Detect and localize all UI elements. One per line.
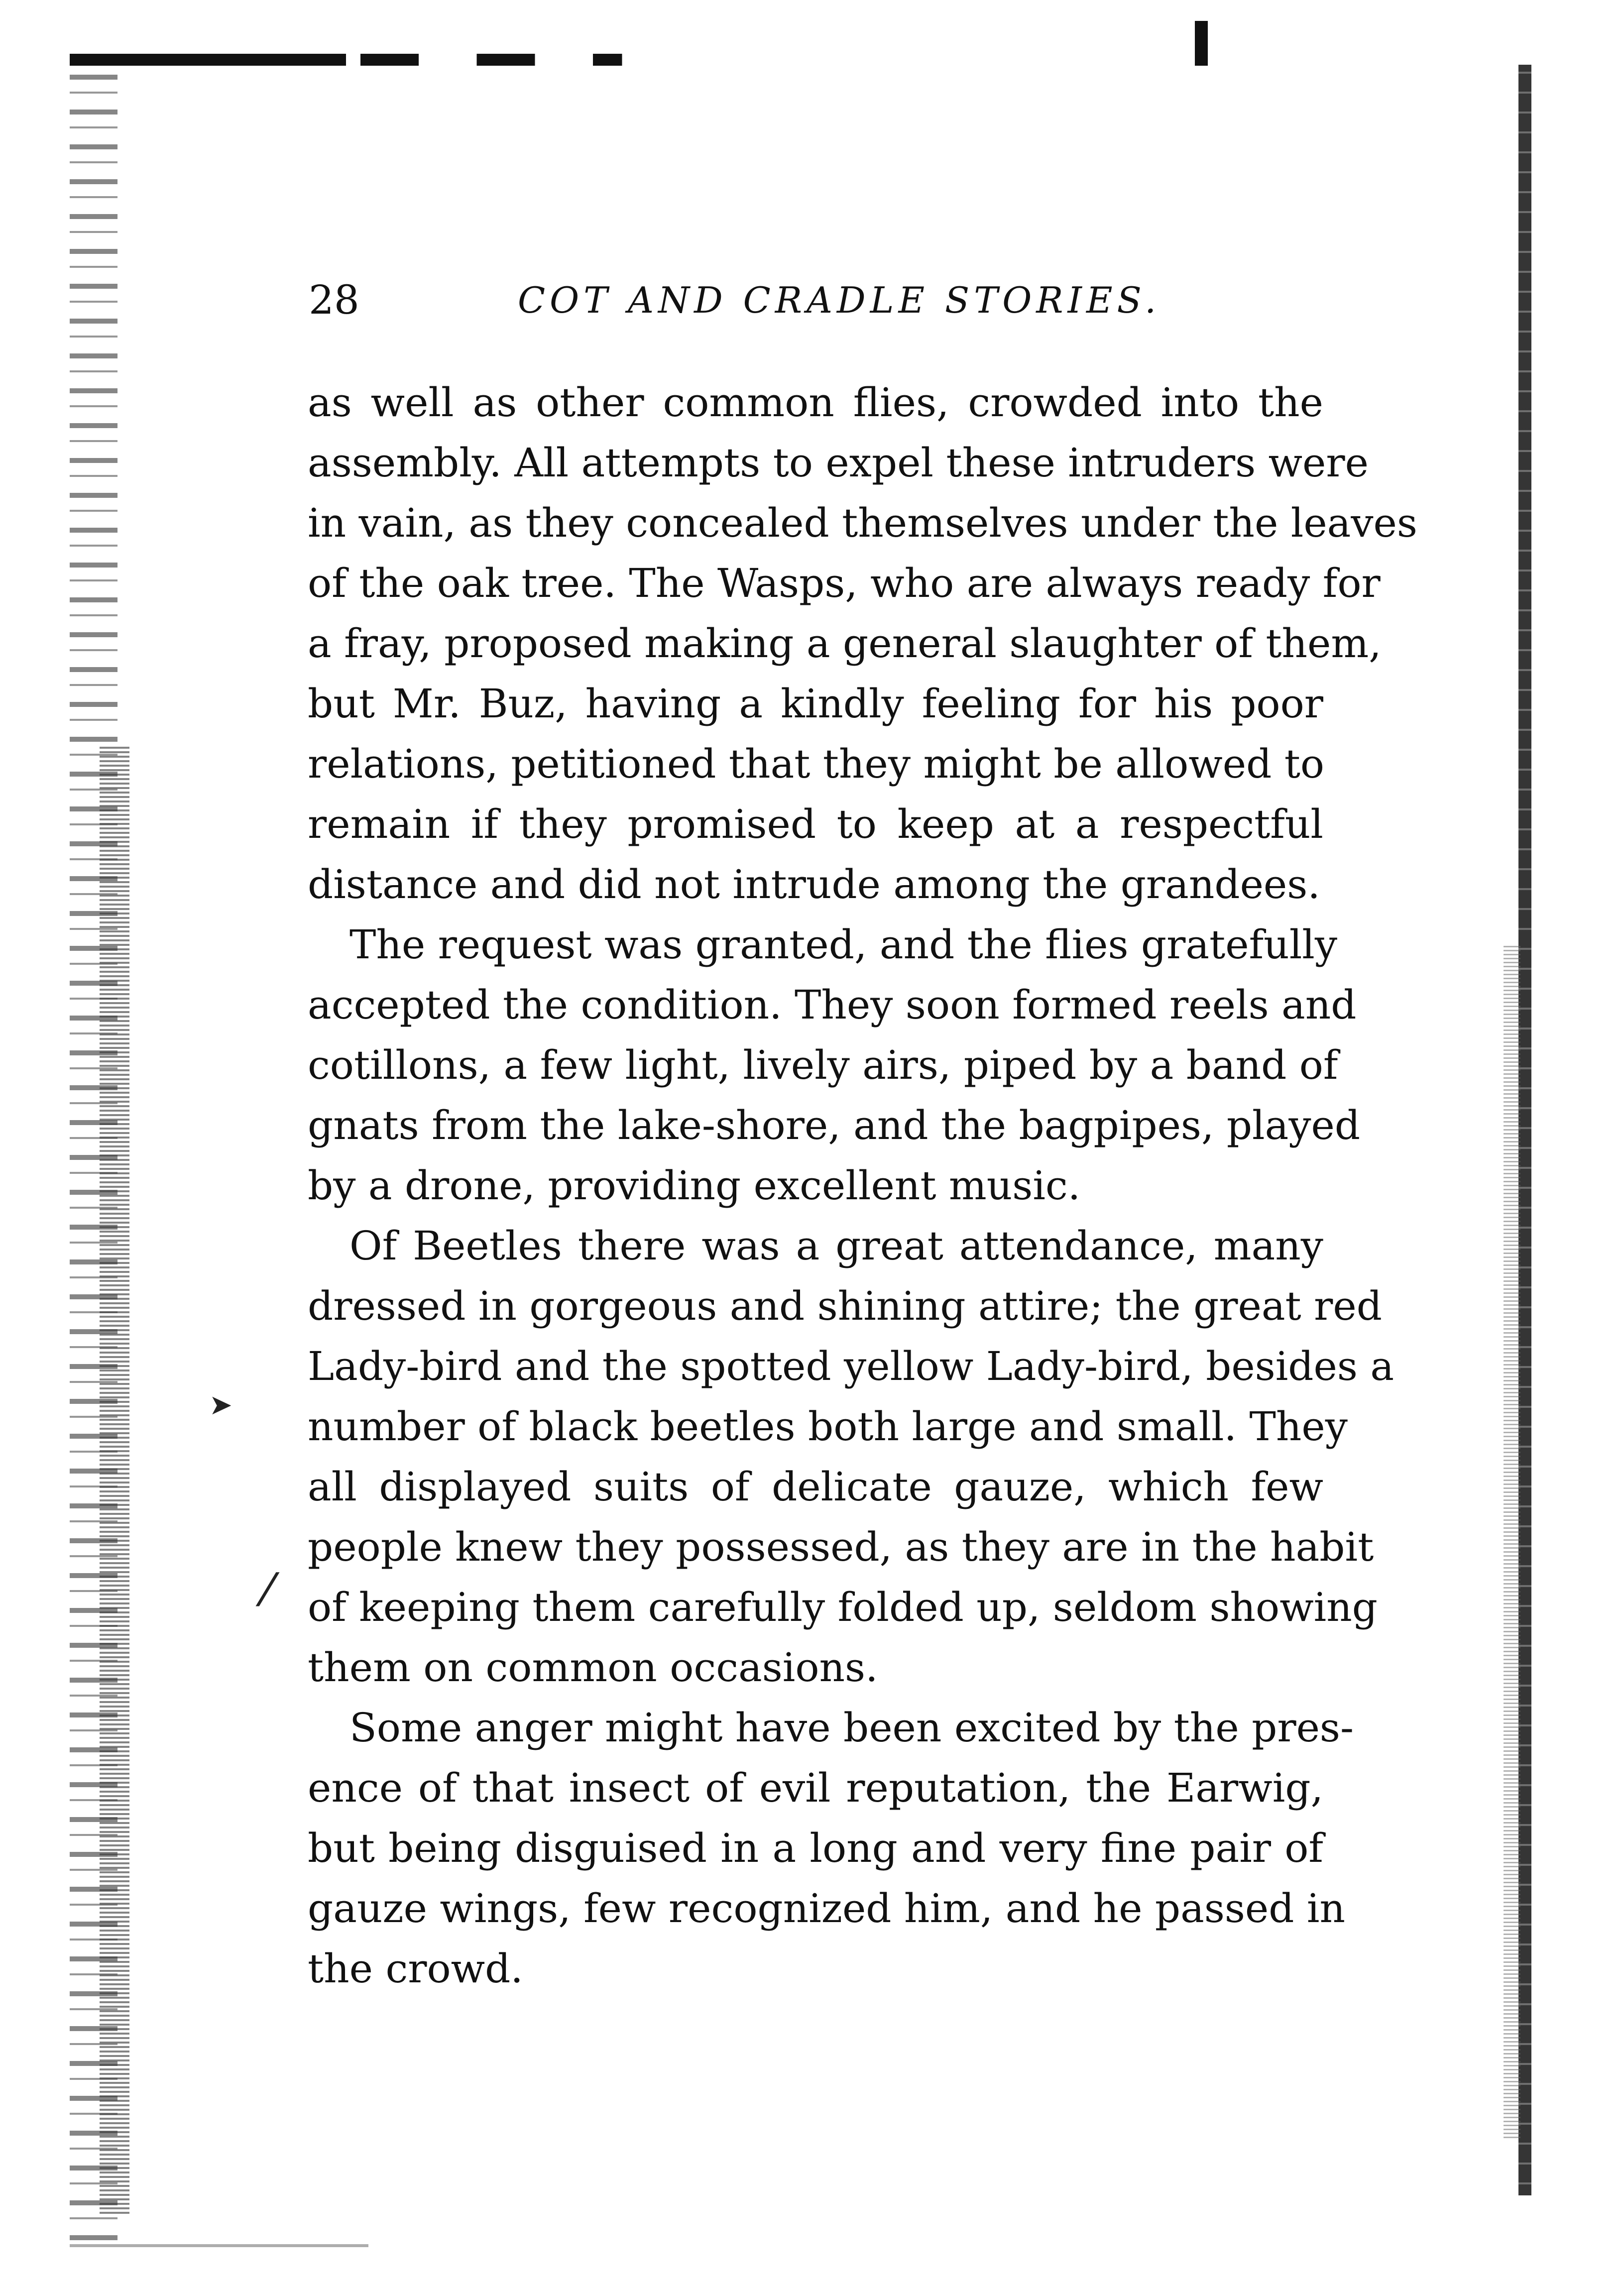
text-line: of the oak tree. The Wasps, who are always ready for <box>308 560 1381 606</box>
text-line: a fray, proposed making a general slaughter of them, <box>308 620 1382 667</box>
text-line: the crowd. <box>308 1945 523 1992</box>
scan-right-edge-noise <box>1504 946 1520 2141</box>
text-line: but being disguised in a long and very fine pair of <box>308 1825 1323 1871</box>
text-line: remain if they promised to keep at a respectful <box>308 801 1323 847</box>
scan-left-edge-strip <box>100 747 129 2215</box>
page-number: 28 <box>309 277 359 323</box>
text-line: Some anger might have been excited by the pres- <box>349 1705 1354 1751</box>
text-line: in vain, as they concealed themselves under the leaves <box>308 500 1417 546</box>
text-line: gauze wings, few recognized him, and he passed in <box>308 1885 1346 1932</box>
text-line: accepted the condition. They soon formed reels and <box>308 982 1357 1028</box>
text-line: but Mr. Buz, having a kindly feeling for his poor <box>308 681 1323 727</box>
text-line: by a drone, providing excellent music. <box>308 1162 1081 1209</box>
text-line: cotillons, a few light, lively airs, piped by a band of <box>308 1042 1338 1088</box>
paragraph <box>308 1698 1354 1999</box>
text-line: Of Beetles there was a great attendance, many <box>349 1223 1323 1269</box>
body-text <box>308 372 1417 1999</box>
text-line: people knew they possessed, as they are in the habit <box>308 1524 1374 1570</box>
text-line: them on common occasions. <box>308 1644 878 1691</box>
scan-bottom-rule <box>70 2244 368 2247</box>
paragraph <box>308 1216 1394 1698</box>
text-line: ence of that insect of evil reputation, the Earwig, <box>308 1765 1323 1811</box>
margin-slash-mark-icon: ⁄ <box>264 1564 272 1616</box>
scan-top-mark <box>1195 21 1208 66</box>
paragraph <box>308 914 1361 1216</box>
text-line: Lady-bird and the spotted yellow Lady-bird, besides a <box>308 1343 1394 1389</box>
margin-arrow-mark-icon: ➤ <box>209 1389 232 1421</box>
text-line: all displayed suits of delicate gauze, which few <box>308 1464 1323 1510</box>
text-line: assembly. All attempts to expel these intruders were <box>308 440 1369 486</box>
scan-top-rule <box>70 54 797 66</box>
text-line: as well as other common flies, crowded into the <box>308 379 1323 426</box>
running-header <box>309 273 1319 328</box>
text-line: dressed in gorgeous and shining attire; the great red <box>308 1283 1382 1329</box>
paragraph <box>308 372 1417 914</box>
text-line: number of black beetles both large and small. They <box>308 1403 1348 1450</box>
text-line: gnats from the lake-shore, and the bagpipes, played <box>308 1102 1361 1148</box>
text-line: The request was granted, and the flies gratefully <box>349 921 1338 968</box>
text-line: relations, petitioned that they might be allowed to <box>308 741 1325 787</box>
text-line: distance and did not intrude among the grandees. <box>308 861 1320 908</box>
running-title: COT AND CRADLE STORIES. <box>518 279 1161 321</box>
text-line: of keeping them carefully folded up, seldom showing <box>308 1584 1378 1630</box>
